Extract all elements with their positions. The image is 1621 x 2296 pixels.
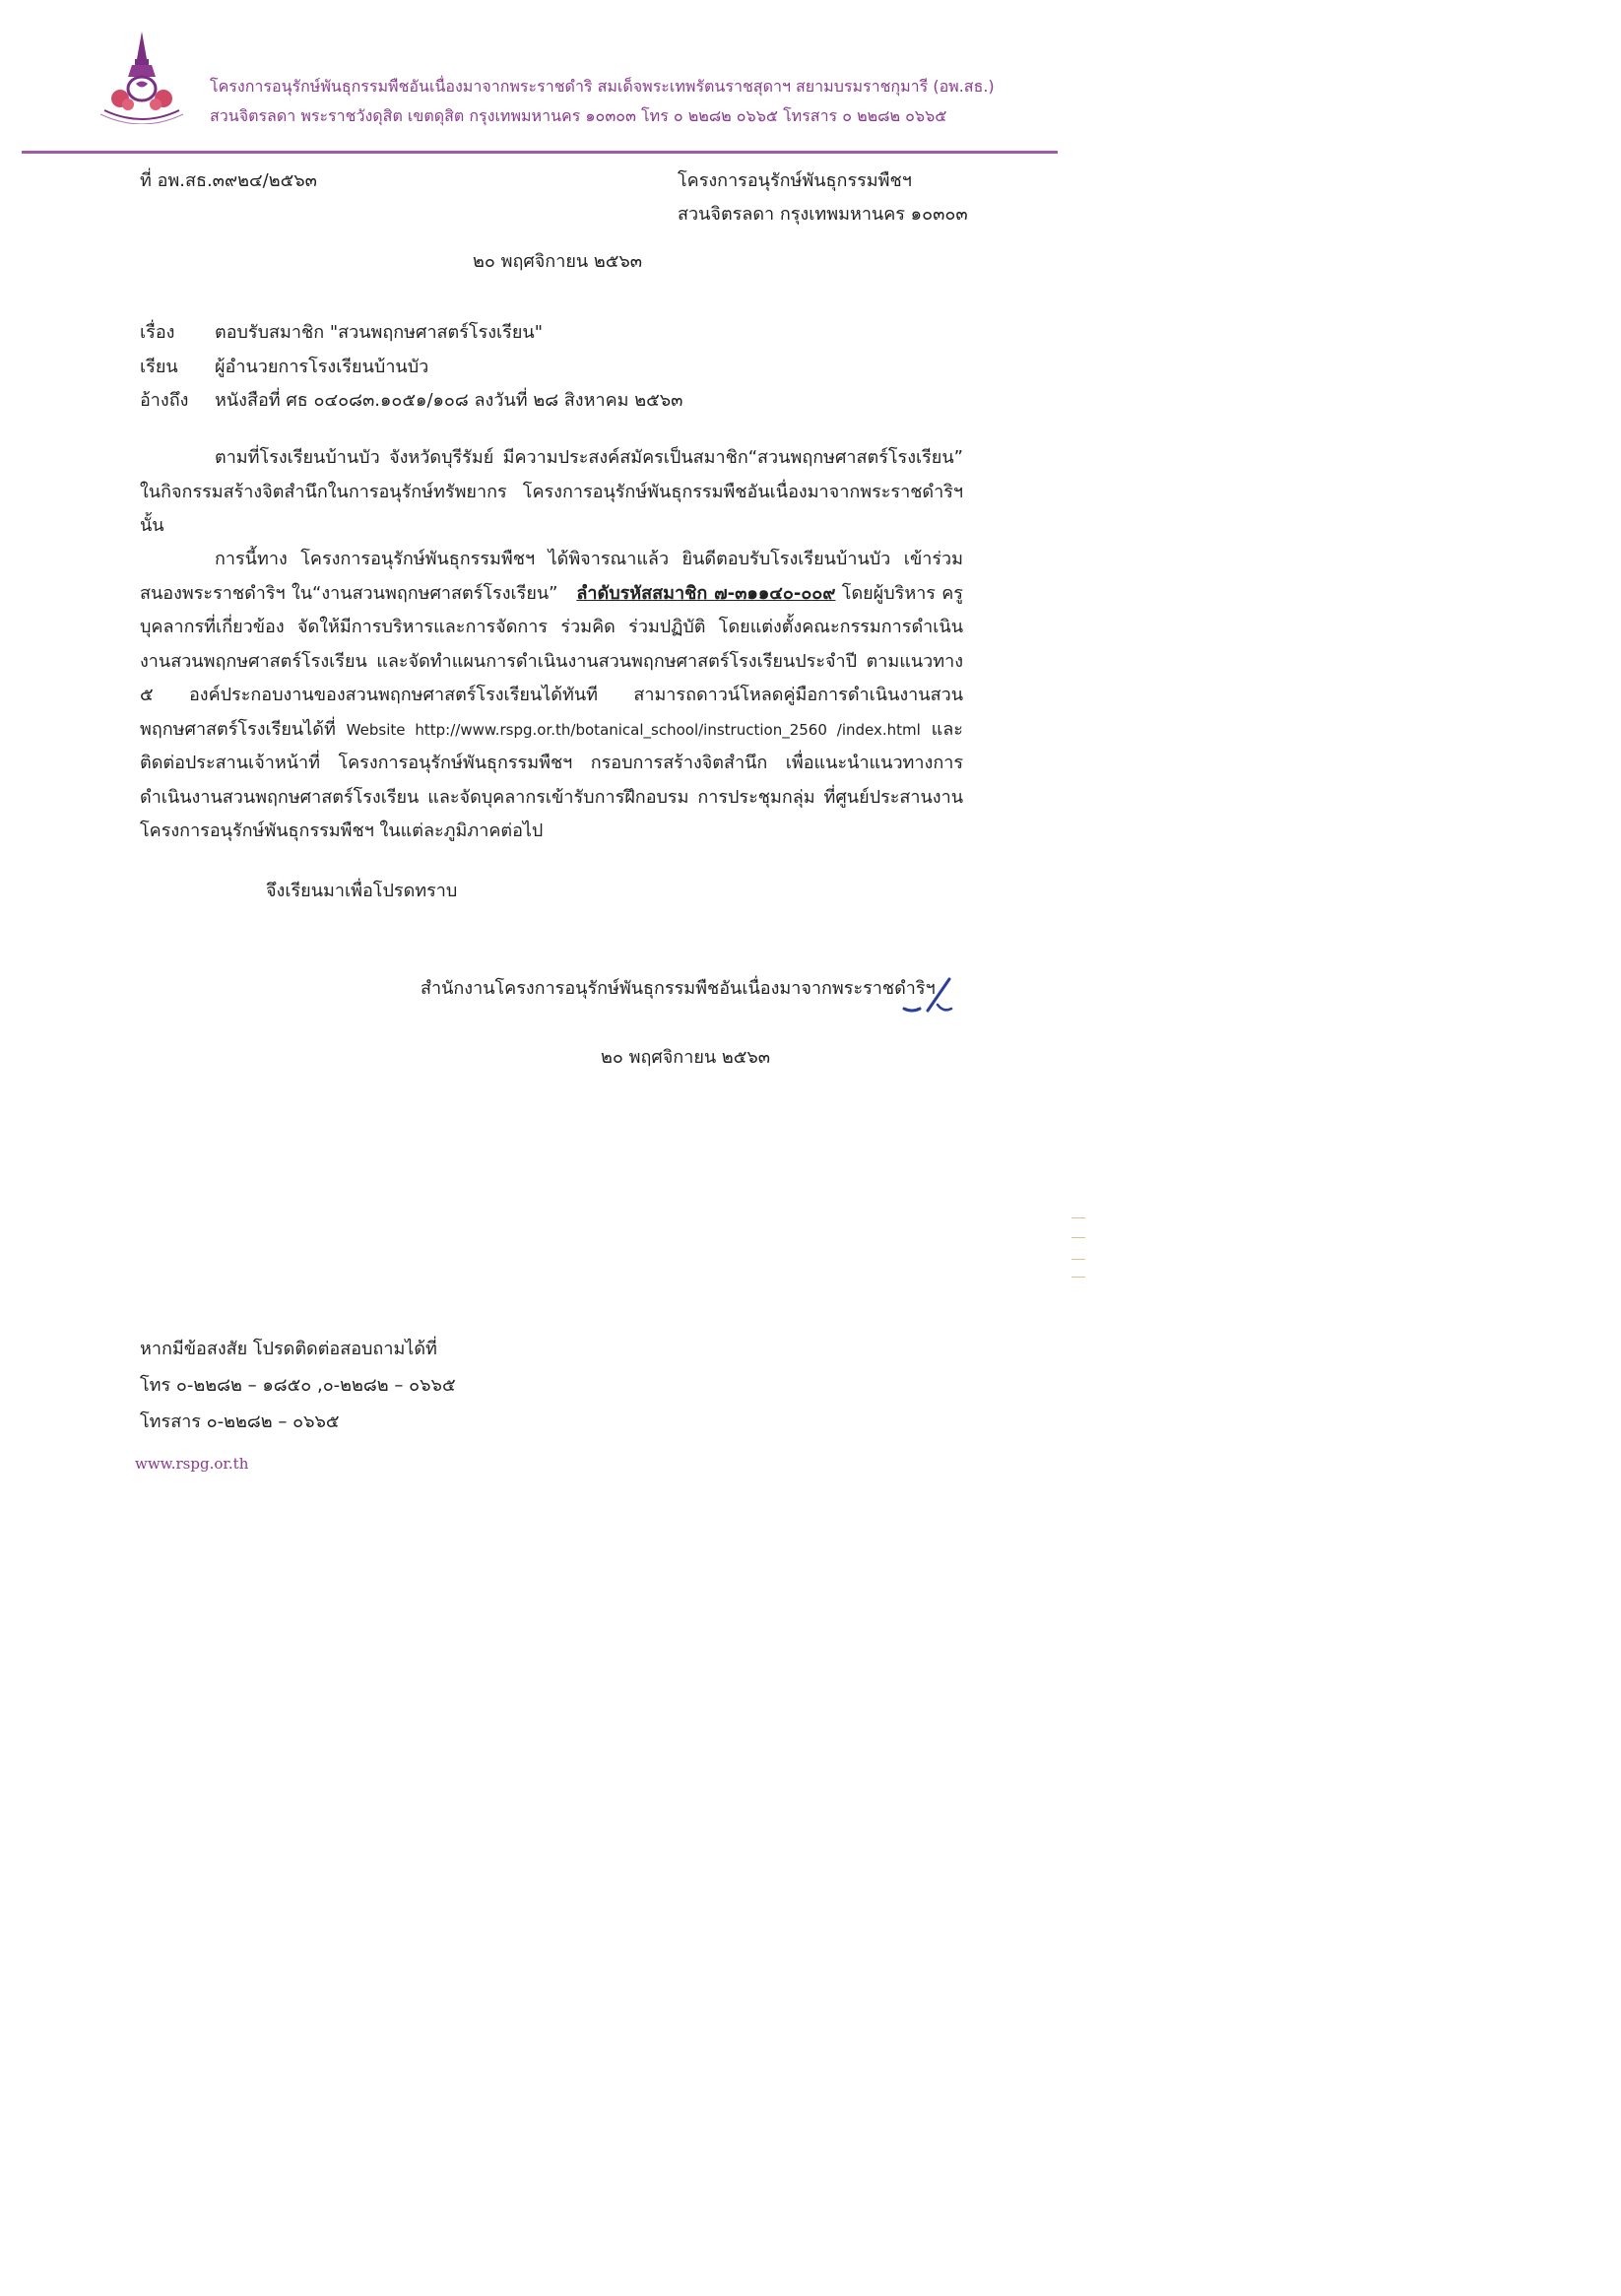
- reference-label: อ้างถึง: [140, 390, 189, 411]
- scan-edge-mark: [1071, 1237, 1085, 1238]
- subject-text: ตอบรับสมาชิก "สวนพฤกษศาสตร์โรงเรียน": [215, 322, 543, 343]
- contact-fax: โทรสาร ๐-๒๒๘๒ – ๐๖๖๕: [140, 1411, 340, 1432]
- rspg-emblem-icon: [98, 30, 185, 124]
- manual-download-link[interactable]: Website http://www.rspg.or.th/botanical_school/instruction_2560 /index.html: [346, 720, 921, 739]
- signing-office: สำนักงานโครงการอนุรักษ์พันธุกรรมพืชอันเนื่องมาจากพระราชดำริฯ: [421, 978, 936, 999]
- sender-address: สวนจิตรลดา กรุงเทพมหานคร ๑๐๓๐๓: [678, 204, 968, 225]
- body-paragraph-1: [140, 441, 963, 544]
- body-paragraph-1-text: ตามที่โรงเรียนบ้านบัว จังหวัดบุรีรัมย์ มีความประสงค์สมัครเป็นสมาชิก“สวนพฤกษศาสตร์โรงเรียน” ในกิจกรรมสร้างจิตสำนึกในการอนุรักษ์ทรัพยากร โครงการอนุรักษ์พันธุกรรมพืชอันเนื่องมาจากพระราชดำริฯ นั้น: [140, 447, 963, 536]
- sender-organization: โครงการอนุรักษ์พันธุกรรมพืชฯ: [678, 170, 912, 191]
- scan-edge-mark: [1071, 1217, 1085, 1218]
- signature-date: ๒๐ พฤศจิกายน ๒๕๖๓: [601, 1047, 771, 1068]
- scan-edge-mark: [1071, 1277, 1085, 1278]
- website-link[interactable]: www.rspg.or.th: [135, 1455, 249, 1473]
- contact-phone: โทร ๐-๒๒๘๒ – ๑๘๕๐ ,๐-๒๒๘๒ – ๐๖๖๕: [140, 1375, 456, 1396]
- recipient-label: เรียน: [140, 357, 178, 377]
- letterhead-divider: [22, 151, 1058, 154]
- reference-text: หนังสือที่ ศธ ๐๔๐๘๓.๑๐๕๑/๑๐๘ ลงวันที่ ๒๘ สิงหาคม ๒๕๖๓: [215, 390, 683, 411]
- member-code: ลำดับรหัสสมาชิก ๗-๓๑๑๔๐-๐๐๙: [576, 582, 836, 604]
- scan-edge-mark: [1071, 1259, 1085, 1260]
- subject-label: เรื่อง: [140, 322, 175, 343]
- body-paragraph-2-middle: โดยผู้บริหาร ครู บุคลากรที่เกี่ยวข้อง จัดให้มีการบริหารและการจัดการ ร่วมคิด ร่วมปฏิบัติ โดยแต่งตั้งคณะกรรมการดำเนินงานสวนพฤกษศาสตร์โรงเรียน และจัดทำแผนการดำเนินงานสวนพฤกษศาสตร์โรงเรียนประจำปี ตามแนวทาง ๕ องค์ประกอบงานของสวนพฤกษศาสตร์โรงเรียนได้ทันที สามารถดาวน์โหลดคู่มือการดำเนินงานสวนพฤกษศาสตร์โรงเรียนได้ที่: [140, 582, 963, 740]
- letterhead-line-2: สวนจิตรลดา พระราชวังดุสิต เขตดุสิต กรุงเทพมหานคร ๑๐๓๐๓ โทร ๐ ๒๒๘๒ ๐๖๖๕ โทรสาร ๐ ๒๒๘๒ ๐๖๖๕: [210, 106, 947, 125]
- handwritten-signature: [898, 973, 957, 1022]
- recipient-text: ผู้อำนวยการโรงเรียนบ้านบัว: [215, 357, 429, 377]
- letter-date: ๒๐ พฤศจิกายน ๒๕๖๓: [473, 251, 643, 272]
- body-paragraph-2-end: และติดต่อประสานเจ้าหน้าที่ โครงการอนุรักษ์พันธุกรรมพืชฯ กรอบการสร้างจิตสำนึก เพื่อแนะนำแนวทางการดำเนินงานสวนพฤกษศาสตร์โรงเรียน และจัดบุคลากรเข้ารับการฝึกอบรม การประชุมกลุ่ม ที่ศูนย์ประสานงาน โครงการอนุรักษ์พันธุกรรมพืชฯ ในแต่ละภูมิภาคต่อไป: [140, 718, 963, 841]
- closing-phrase: จึงเรียนมาเพื่อโปรดทราบ: [266, 881, 458, 901]
- reference-number: ที่ อพ.สธ.๓๙๒๔/๒๕๖๓: [140, 170, 317, 191]
- body-paragraph-2: [140, 543, 963, 849]
- letterhead-line-1: โครงการอนุรักษ์พันธุกรรมพืชอันเนื่องมาจากพระราชดำริ สมเด็จพระเทพรัตนราชสุดาฯ สยามบรมราชกุมารี (อพ.สธ.): [210, 77, 995, 96]
- contact-heading: หากมีข้อสงสัย โปรดติดต่อสอบถามได้ที่: [140, 1339, 437, 1359]
- body-paragraph-2-intro: การนี้ทาง โครงการอนุรักษ์พันธุกรรมพืชฯ ได้พิจารณาแล้ว ยินดีตอบรับโรงเรียนบ้านบัว เข้าร่วมสนองพระราชดำริฯ ใน“งานสวนพฤกษศาสตร์โรงเรียน”: [140, 549, 963, 604]
